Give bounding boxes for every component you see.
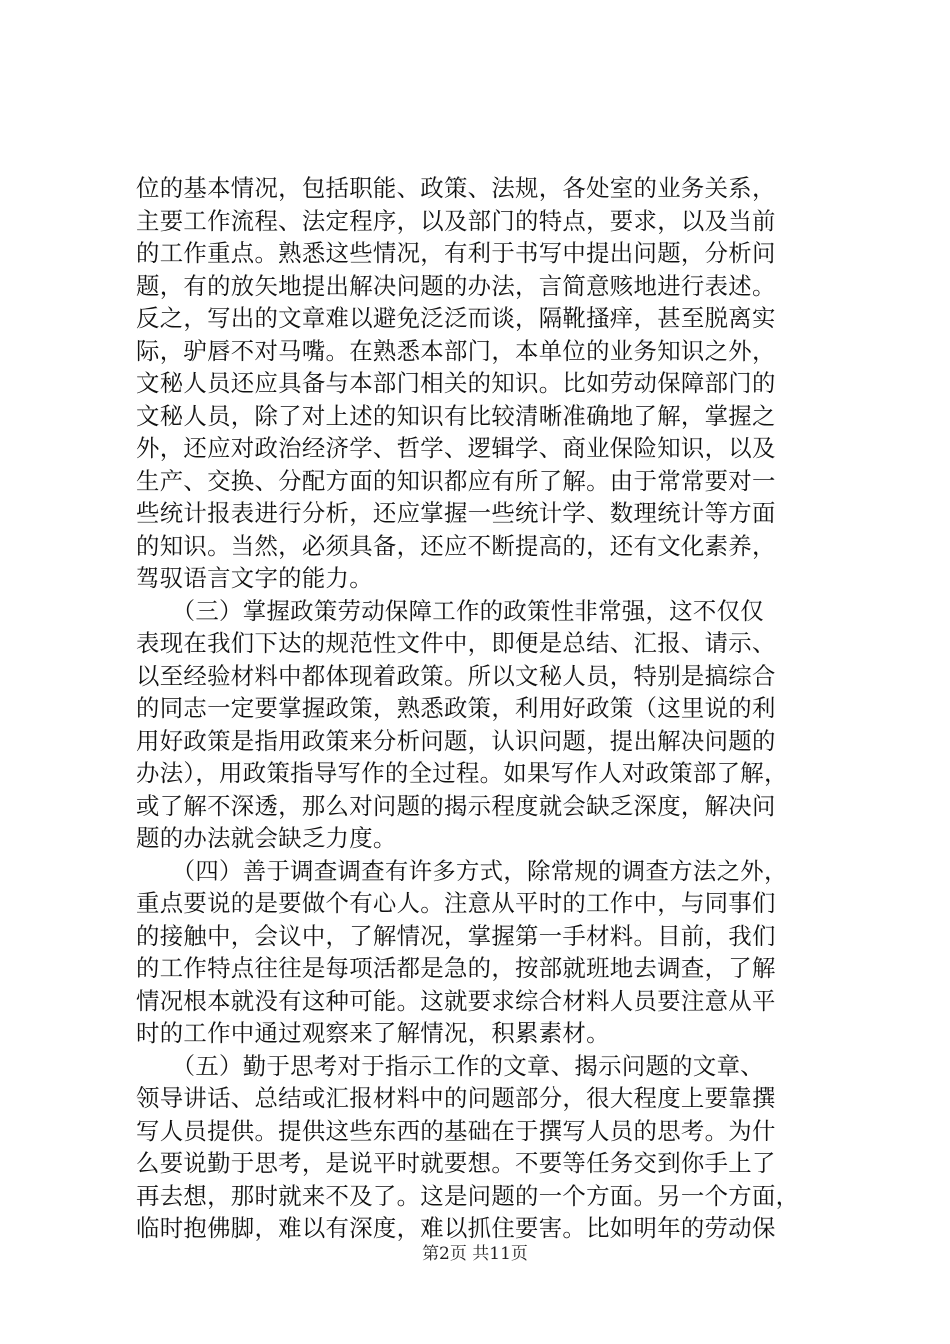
text-line: 时的工作中通过观察来了解情况，积累素材。 (136, 1019, 610, 1047)
text-line: 办法），用政策指导写作的全过程。如果写作人对政策部了解， (136, 759, 788, 787)
text-line: 的工作特点往往是每项活都是急的，按部就班地去调查，了解 (136, 954, 776, 982)
page-footer (0, 1243, 950, 1265)
text-line: 题的办法就会缺乏力度。 (136, 824, 397, 852)
text-line: （四）善于调查调查有许多方式，除常规的调查方法之外， (136, 856, 788, 885)
text-line: 文秘人员，除了对上述的知识有比较清晰准确地了解，掌握之 (136, 401, 776, 430)
text-line: 主要工作流程、法定程序，以及部门的特点，要求，以及当前 (136, 206, 776, 235)
text-line: 生产、交换、分配方面的知识都应有所了解。由于常常要对一 (136, 466, 776, 495)
text-line: 的工作重点。熟悉这些情况，有利于书写中提出问题，分析问 (136, 239, 776, 267)
text-line: 或了解不深透，那么对问题的揭示程度就会缺乏深度，解决问 (136, 791, 776, 820)
text-line: 外，还应对政治经济学、哲学、逻辑学、商业保险知识，以及 (136, 434, 776, 462)
text-line: 重点要说的是要做个有心人。注意从平时的工作中，与同事们 (136, 889, 776, 917)
text-line: 的知识。当然，必须具备，还应不断提高的，还有文化素养， (136, 531, 776, 560)
text-line: 的接触中，会议中，了解情况，掌握第一手材料。目前，我们 (136, 921, 776, 950)
text-line: 表现在我们下达的规范性文件中，即便是总结、汇报、请示、 (136, 629, 776, 657)
text-line: （三）掌握政策劳动保障工作的政策性非常强，这不仅仅 (136, 596, 764, 625)
text-line: 位的基本情况，包括职能、政策、法规，各处室的业务关系， (136, 174, 776, 202)
text-line: 临时抱佛脚，难以有深度，难以抓住要害。比如明年的劳动保 (136, 1214, 776, 1242)
text-line: 情况根本就没有这种可能。这就要求综合材料人员要注意从平 (136, 986, 776, 1015)
text-line: 驾驭语言文字的能力。 (136, 564, 373, 592)
text-line: （五）勤于思考对于指示工作的文章、揭示问题的文章、 (136, 1051, 764, 1080)
text-line: 际，驴唇不对马嘴。在熟悉本部门，本单位的业务知识之外， (136, 336, 776, 365)
text-line: 么要说勤于思考，是说平时就要想。不要等任务交到你手上了 (136, 1149, 776, 1177)
text-line: 以至经验材料中都体现着政策。所以文秘人员，特别是搞综合 (136, 661, 776, 690)
text-line: 再去想，那时就来不及了。这是问题的一个方面。另一个方面， (136, 1181, 800, 1210)
text-line: 反之，写出的文章难以避免泛泛而谈，隔靴搔痒，甚至脱离实 (136, 304, 776, 332)
page-number-label: 第2页 共11页 (422, 1244, 528, 1264)
text-line: 的同志一定要掌握政策，熟悉政策，利用好政策（这里说的利 (136, 694, 776, 722)
text-line: 写人员提供。提供这些东西的基础在于撰写人员的思考。为什 (136, 1116, 776, 1145)
body-text (136, 172, 832, 1245)
text-line: 文秘人员还应具备与本部门相关的知识。比如劳动保障部门的 (136, 369, 776, 397)
text-line: 题，有的放矢地提出解决问题的办法，言简意赅地进行表述。 (136, 271, 776, 300)
text-line: 领导讲话、总结或汇报材料中的问题部分，很大程度上要靠撰 (136, 1084, 776, 1112)
text-line: 用好政策是指用政策来分析问题，认识问题，提出解决问题的 (136, 726, 776, 755)
text-line: 些统计报表进行分析，还应掌握一些统计学、数理统计等方面 (136, 499, 776, 527)
